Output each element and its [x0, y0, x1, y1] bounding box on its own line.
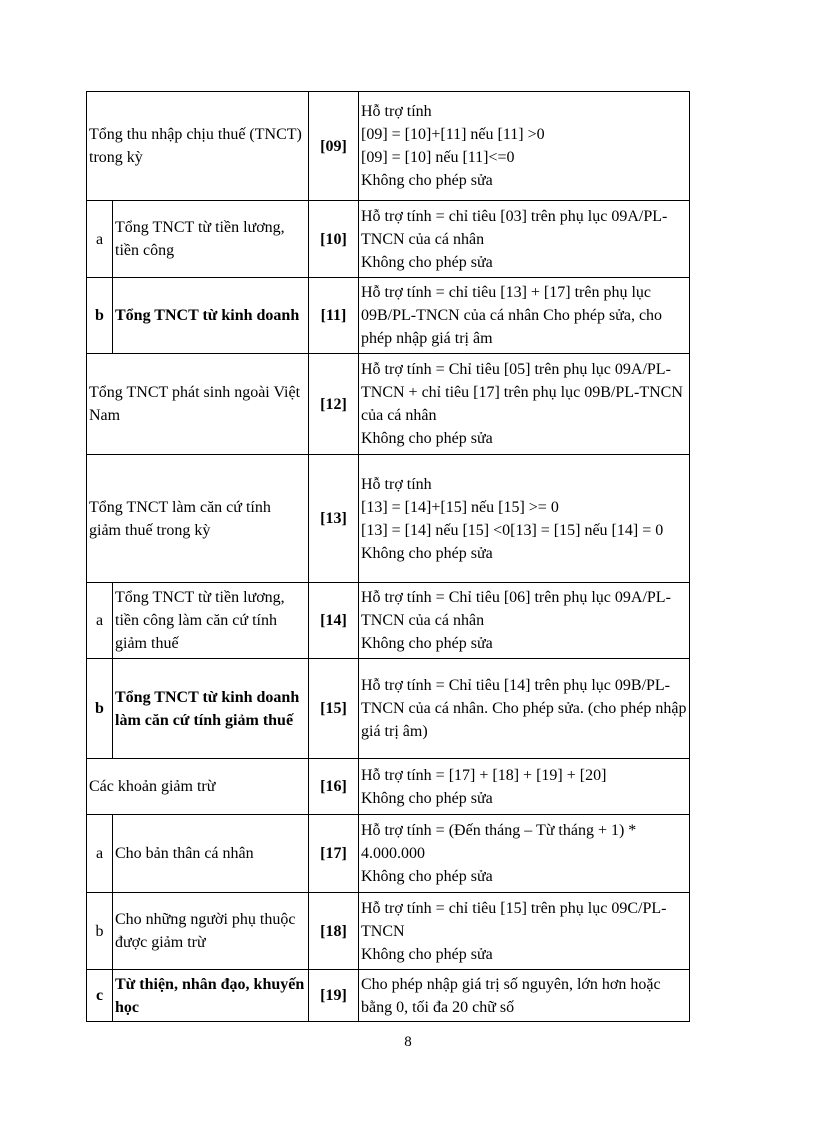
- description-line: Hỗ trợ tính = Chỉ tiêu [14] trên phụ lục 09B/PL-TNCN của cá nhân. Cho phép sửa. (cho phép nhập giá trị âm): [361, 677, 687, 740]
- row-code: [18]: [309, 893, 359, 970]
- row-label: Tổng TNCT làm căn cứ tính giảm thuế trong kỳ: [87, 455, 309, 583]
- row-label: Tổng TNCT phát sinh ngoài Việt Nam: [87, 354, 309, 455]
- spec-table: [86, 91, 690, 1022]
- description-line: Hỗ trợ tính = chỉ tiêu [15] trên phụ lục 09C/PL-TNCN: [361, 899, 667, 940]
- row-sub-index: b: [87, 659, 113, 759]
- description-line: [13] = [14] nếu [15] <0[13] = [15] nếu [14] = 0: [361, 521, 664, 539]
- description-line: Không cho phép sửa: [361, 945, 493, 963]
- row-description: [359, 455, 690, 583]
- description-line: Hỗ trợ tính = Chỉ tiêu [06] trên phụ lục 09A/PL-TNCN của cá nhân: [361, 589, 671, 629]
- row-label: Tổng TNCT từ tiền lương, tiền công: [113, 201, 309, 278]
- table-row: [87, 893, 690, 970]
- row-label: Từ thiện, nhân đạo, khuyến học: [113, 970, 309, 1022]
- table-row: [87, 455, 690, 583]
- row-label: Tổng thu nhập chịu thuế (TNCT) trong kỳ: [87, 92, 309, 201]
- table-row: [87, 92, 690, 201]
- table-row: [87, 759, 690, 815]
- table-row: [87, 201, 690, 278]
- description-line: Không cho phép sửa: [361, 172, 493, 189]
- description-line: Hỗ trợ tính: [361, 475, 432, 493]
- description-line: Không cho phép sửa: [361, 544, 493, 562]
- row-code: [10]: [309, 201, 359, 278]
- row-code: [17]: [309, 815, 359, 893]
- row-label: Tổng TNCT từ tiền lương, tiền công làm căn cứ tính giảm thuế: [113, 583, 309, 659]
- row-code: [19]: [309, 970, 359, 1022]
- table-row: [87, 970, 690, 1022]
- row-label: Cho bản thân cá nhân: [113, 815, 309, 893]
- row-code: [14]: [309, 583, 359, 659]
- row-description: [359, 278, 690, 354]
- row-code: [12]: [309, 354, 359, 455]
- row-sub-index: a: [87, 583, 113, 659]
- row-description: [359, 583, 690, 659]
- table-row: [87, 354, 690, 455]
- row-sub-index: a: [87, 201, 113, 278]
- description-line: [09] = [10]+[11] nếu [11] >0: [361, 126, 545, 143]
- row-description: [359, 201, 690, 278]
- table-row: [87, 815, 690, 893]
- description-line: Hỗ trợ tính: [361, 103, 432, 120]
- description-line: [13] = [14]+[15] nếu [15] >= 0: [361, 498, 559, 516]
- row-description: [359, 659, 690, 759]
- table-row: [87, 659, 690, 759]
- description-line: Hỗ trợ tính = (Đến tháng – Từ tháng + 1) * 4.000.000: [361, 822, 637, 862]
- row-label: Cho những người phụ thuộc được giảm trừ: [113, 893, 309, 970]
- row-sub-index: c: [87, 970, 113, 1022]
- row-label: Các khoản giảm trừ: [87, 759, 309, 815]
- row-description: [359, 970, 690, 1022]
- description-line: Không cho phép sửa: [361, 253, 493, 271]
- row-label: Tổng TNCT từ kinh doanh làm căn cứ tính giảm thuế: [113, 659, 309, 759]
- row-code: [11]: [309, 278, 359, 354]
- table-row: [87, 278, 690, 354]
- row-code: [13]: [309, 455, 359, 583]
- description-line: Không cho phép sửa: [361, 868, 493, 885]
- page-number: 8: [404, 1034, 412, 1050]
- row-description: [359, 815, 690, 893]
- row-description: [359, 354, 690, 455]
- row-code: [16]: [309, 759, 359, 815]
- row-description: [359, 92, 690, 201]
- description-line: Không cho phép sửa: [361, 430, 493, 447]
- description-line: Hỗ trợ tính = Chỉ tiêu [05] trên phụ lục 09A/PL-TNCN + chỉ tiêu [17] trên phụ lục 09B/PL-TNCN của cá nhân: [361, 361, 683, 424]
- description-line: Không cho phép sửa: [361, 635, 493, 652]
- row-sub-index: a: [87, 815, 113, 893]
- description-line: [09] = [10] nếu [11]<=0: [361, 149, 515, 166]
- row-description: [359, 759, 690, 815]
- description-line: Hỗ trợ tính = chỉ tiêu [13] + [17] trên phụ lục 09B/PL-TNCN của cá nhân Cho phép sửa, cho phép nhập giá trị âm: [361, 284, 663, 347]
- row-code: [15]: [309, 659, 359, 759]
- description-line: Hỗ trợ tính = chỉ tiêu [03] trên phụ lục 09A/PL-TNCN của cá nhân: [361, 207, 668, 248]
- row-sub-index: b: [87, 893, 113, 970]
- row-label: Tổng TNCT từ kinh doanh: [113, 278, 309, 354]
- description-line: Cho phép nhập giá trị số nguyên, lớn hơn hoặc bằng 0, tối đa 20 chữ số: [361, 975, 661, 1016]
- table-row: [87, 583, 690, 659]
- row-sub-index: b: [87, 278, 113, 354]
- row-description: [359, 893, 690, 970]
- description-line: Hỗ trợ tính = [17] + [18] + [19] + [20]: [361, 766, 607, 784]
- row-code: [09]: [309, 92, 359, 201]
- description-line: Không cho phép sửa: [361, 789, 493, 807]
